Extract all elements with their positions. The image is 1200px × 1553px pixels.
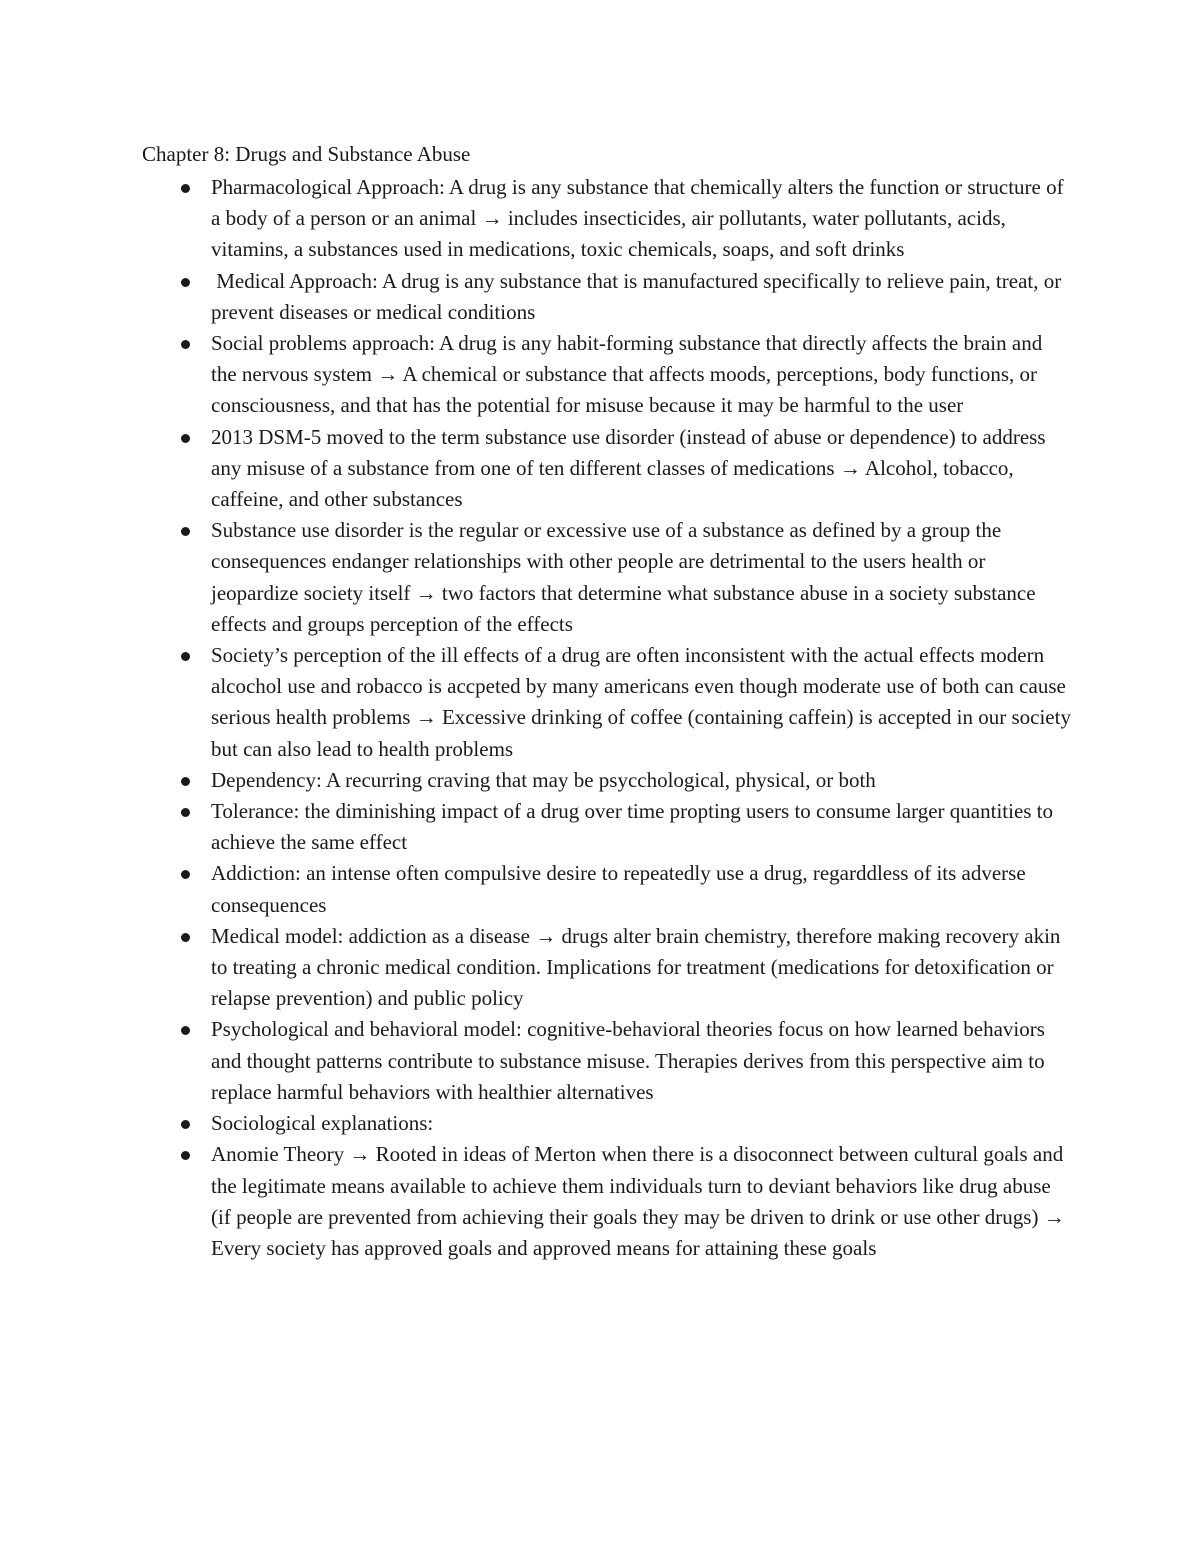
bullet-icon bbox=[181, 808, 190, 817]
bullet-icon bbox=[181, 933, 190, 942]
bullet-icon bbox=[181, 527, 190, 536]
bullet-icon bbox=[181, 1151, 190, 1160]
list-item-substance-use-disorder bbox=[142, 515, 1072, 640]
list-item-text: Addiction: an intense often compulsive desire to repeatedly use a drug, regarddless of its adverse consequences bbox=[211, 861, 1026, 917]
list-item-text: Psychological and behavioral model: cognitive-behavioral theories focus on how learned behaviors and thought patterns contribute to substance misuse. Therapies derives from this perspective aim to replace harmful behaviors with healthier alternatives bbox=[211, 1017, 1045, 1104]
list-item-text: 2013 DSM-5 moved to the term substance use disorder (instead of abuse or dependence) to address any misuse of a substance from one of ten different classes of medications → Alcohol, tobacco, caffeine, and other substances bbox=[211, 424, 1046, 512]
list-item-sociological-explanations bbox=[142, 1108, 1072, 1139]
list-item-social-problems-approach bbox=[142, 328, 1072, 422]
bullet-icon bbox=[181, 870, 190, 879]
list-item-anomie-theory bbox=[142, 1139, 1072, 1264]
list-item-text: Tolerance: the diminishing impact of a drug over time propting users to consume larger quantities to achieve the same effect bbox=[211, 799, 1054, 855]
list-item-text: Society’s perception of the ill effects of a drug are often inconsistent with the actual effects modern alcochol use and robacco is accpeted by many americans even though moderate use of both can cause serious health problems → Excessive drinking of coffee (containing caffein) is accepted in our society but can also lead to health problems bbox=[211, 643, 1071, 761]
list-item-text: Social problems approach: A drug is any habit-forming substance that directly affects the brain and the nervous system → A chemical or substance that affects moods, perceptions, body functions, or consciousness, and that has the potential for misuse because it may be harmful to the user bbox=[211, 331, 1043, 418]
bullet-icon bbox=[181, 1120, 190, 1129]
bullet-icon bbox=[181, 652, 190, 661]
list-item-tolerance bbox=[142, 796, 1072, 858]
notes-bullet-list bbox=[142, 172, 1072, 1264]
list-item-dsm-5 bbox=[142, 422, 1072, 516]
bullet-icon bbox=[181, 278, 190, 287]
list-item-text: Medical model: addiction as a disease → drugs alter brain chemistry, therefore making recovery akin to treating a chronic medical condition. Implications for treatment (medications for detoxification or relapse prevention) and public policy bbox=[211, 923, 1061, 1011]
list-item-text: Medical Approach: A drug is any substance that is manufactured specifically to relieve pain, treat, or prevent diseases or medical conditions bbox=[211, 268, 1067, 324]
list-item-text: Anomie Theory → Rooted in ideas of Merton when there is a disoconnect between cultural goals and the legitimate means available to achieve them individuals turn to deviant behaviors like drug abuse (if people are prevented from achieving their goals they may be driven to drink or use other drugs) → Every society has approved goals and approved means for attaining these goals bbox=[211, 1142, 1065, 1260]
list-item-society-perception bbox=[142, 640, 1072, 765]
bullet-icon bbox=[181, 1026, 190, 1035]
bullet-icon bbox=[181, 340, 190, 349]
list-item-text: Dependency: A recurring craving that may be psycchological, physical, or both bbox=[211, 767, 876, 792]
list-item-medical-model bbox=[142, 921, 1072, 1015]
list-item-text: Substance use disorder is the regular or excessive use of a substance as defined by a group the consequences endanger relationships with other people are detrimental to the users health or jeopardize society itself → two factors that determine what substance abuse in a society substance effects and groups perception of the effects bbox=[211, 518, 1036, 636]
list-item-medical-approach bbox=[142, 266, 1072, 328]
list-item-text: Pharmacological Approach: A drug is any substance that chemically alters the function or structure of a body of a person or an animal → includes insecticides, air pollutants, water pollutants, acids, vitamins, a substances used in medications, toxic chemicals, soaps, and soft drinks bbox=[211, 175, 1064, 262]
list-item-addiction bbox=[142, 858, 1072, 920]
bullet-icon bbox=[181, 434, 190, 443]
list-item-text: Sociological explanations: bbox=[211, 1111, 434, 1136]
list-item-psychological-model bbox=[142, 1014, 1072, 1108]
bullet-icon bbox=[181, 777, 190, 786]
chapter-title: Chapter 8: Drugs and Substance Abuse bbox=[142, 142, 471, 166]
list-item-pharmacological-approach bbox=[142, 172, 1072, 266]
bullet-icon bbox=[181, 184, 190, 193]
list-item-dependency bbox=[142, 765, 1072, 796]
